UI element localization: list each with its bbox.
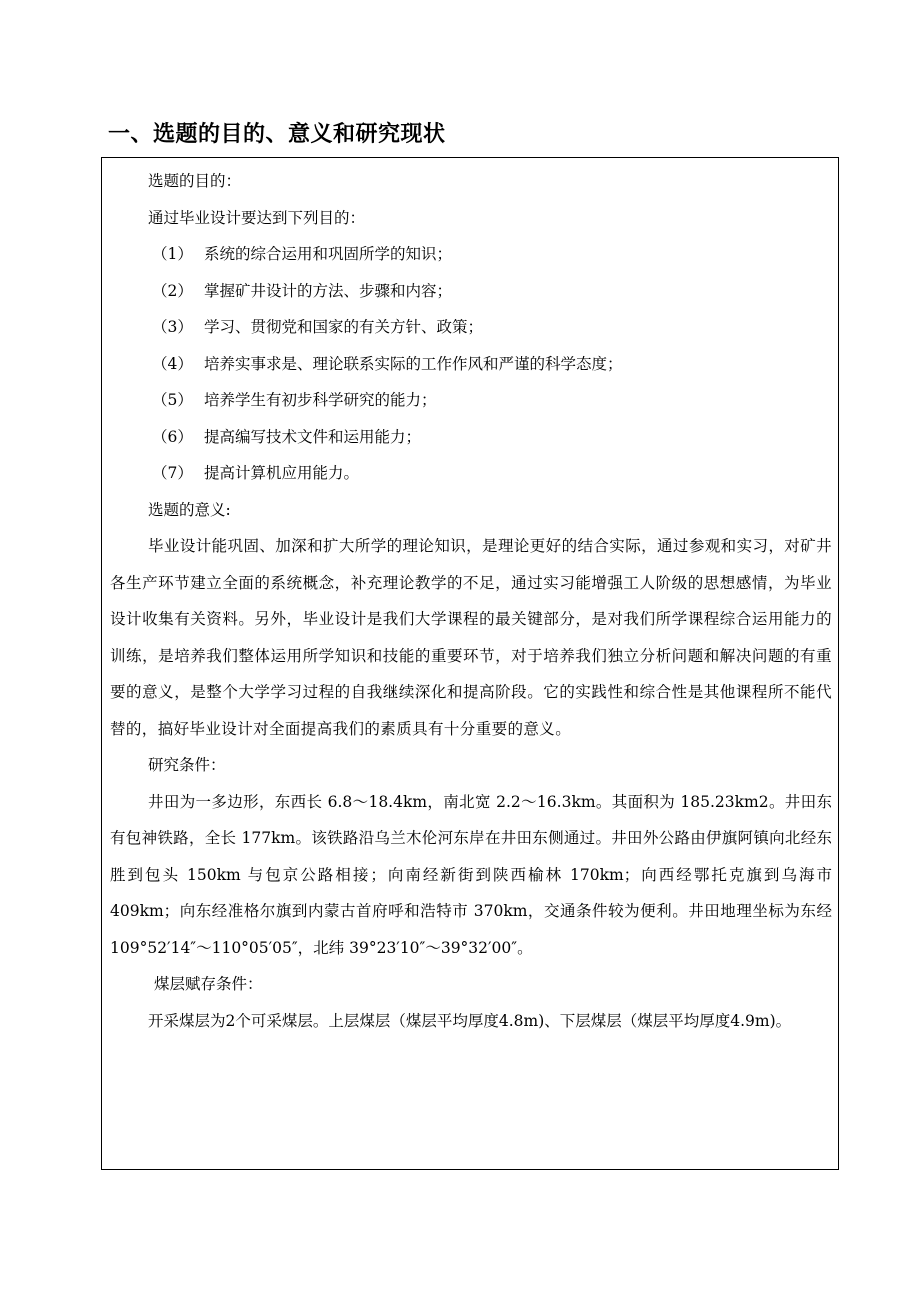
significance-paragraph: 毕业设计能巩固、加深和扩大所学的理论知识，是理论更好的结合实际，通过参观和实习，对矿井各生产环节建立全面的系统概念，补充理论教学的不足，通过实习能增强工人阶级的思想感情，为毕业设计收集有关资料。另外，毕业设计是我们大学课程的最关键部分，是对我们所学课程综合运用能力的训练，是培养我们整体运用所学知识和技能的重要环节，对于培养我们独立分析问题和解决问题的有重要的意义，是整个大学学习过程的自我继续深化和提高阶段。它的实践性和综合性是其他课程所不能代替的，搞好毕业设计对全面提高我们的素质具有十分重要的意义。 bbox=[110, 537, 832, 738]
significance-label: 选题的意义: bbox=[148, 500, 231, 519]
list-item-number: （5） bbox=[152, 391, 193, 409]
list-item bbox=[110, 419, 832, 456]
list-item-text: 提高编写技术文件和运用能力； bbox=[204, 427, 422, 446]
conditions-label: 研究条件： bbox=[148, 756, 226, 774]
list-item-text: 学习、贯彻党和国家的有关方针、政策； bbox=[204, 318, 484, 336]
list-item bbox=[110, 309, 832, 346]
purpose-intro: 通过毕业设计要达到下列目的： bbox=[148, 208, 366, 227]
list-item-text: 掌握矿井设计的方法、步骤和内容； bbox=[204, 281, 453, 300]
conditions-paragraph: 井田为一多边形，东西长 6.8～18.4km，南北宽 2.2～16.3km。其面积为 185.23km2。井田东有包神铁路，全长 177km。该铁路沿乌兰木伦河东岸在井田东侧通过。井田外公路由伊旗阿镇向北经东胜到包头 150km 与包京公路相接；向南经新街到陕西榆林 170km；向西经鄂托克旗到乌海市 409km；向东经准格尔旗到内蒙古首府呼和浩特市 370km，交通条件较为便利。井田地理坐标为东经 109°52′14″～110°05′05″，北纬 39°23′10″～39°32′00″。 bbox=[110, 792, 832, 957]
list-item-text: 提高计算机应用能力。 bbox=[204, 464, 360, 482]
list-item bbox=[110, 346, 832, 383]
list-item-text: 培养实事求是、理论联系实际的工作作风和严谨的科学态度； bbox=[204, 354, 623, 373]
list-item-text: 系统的综合运用和巩固所学的知识； bbox=[204, 245, 453, 263]
list-item-number: （4） bbox=[152, 354, 193, 373]
list-item bbox=[110, 273, 832, 310]
list-item-number: （6） bbox=[152, 427, 193, 446]
seam-paragraph: 开采煤层为2个可采煤层。上层煤层（煤层平均厚度4.8m)、下层煤层（煤层平均厚度4.9m)。 bbox=[148, 1011, 792, 1030]
list-item-number: （7） bbox=[152, 464, 193, 482]
list-item-number: （3） bbox=[152, 318, 193, 336]
content-box bbox=[101, 157, 839, 1170]
section-heading: 一、选题的目的、意义和研究现状 bbox=[108, 122, 446, 147]
list-item bbox=[110, 382, 832, 419]
list-item bbox=[110, 455, 832, 492]
list-item-number: （1） bbox=[152, 245, 193, 263]
seam-label: 煤层赋存条件： bbox=[154, 975, 263, 993]
list-item-number: （2） bbox=[152, 281, 193, 300]
list-item bbox=[110, 236, 832, 273]
list-item-text: 培养学生有初步科学研究的能力； bbox=[204, 391, 437, 409]
content-body bbox=[110, 163, 832, 1039]
purpose-label: 选题的目的： bbox=[148, 172, 242, 190]
